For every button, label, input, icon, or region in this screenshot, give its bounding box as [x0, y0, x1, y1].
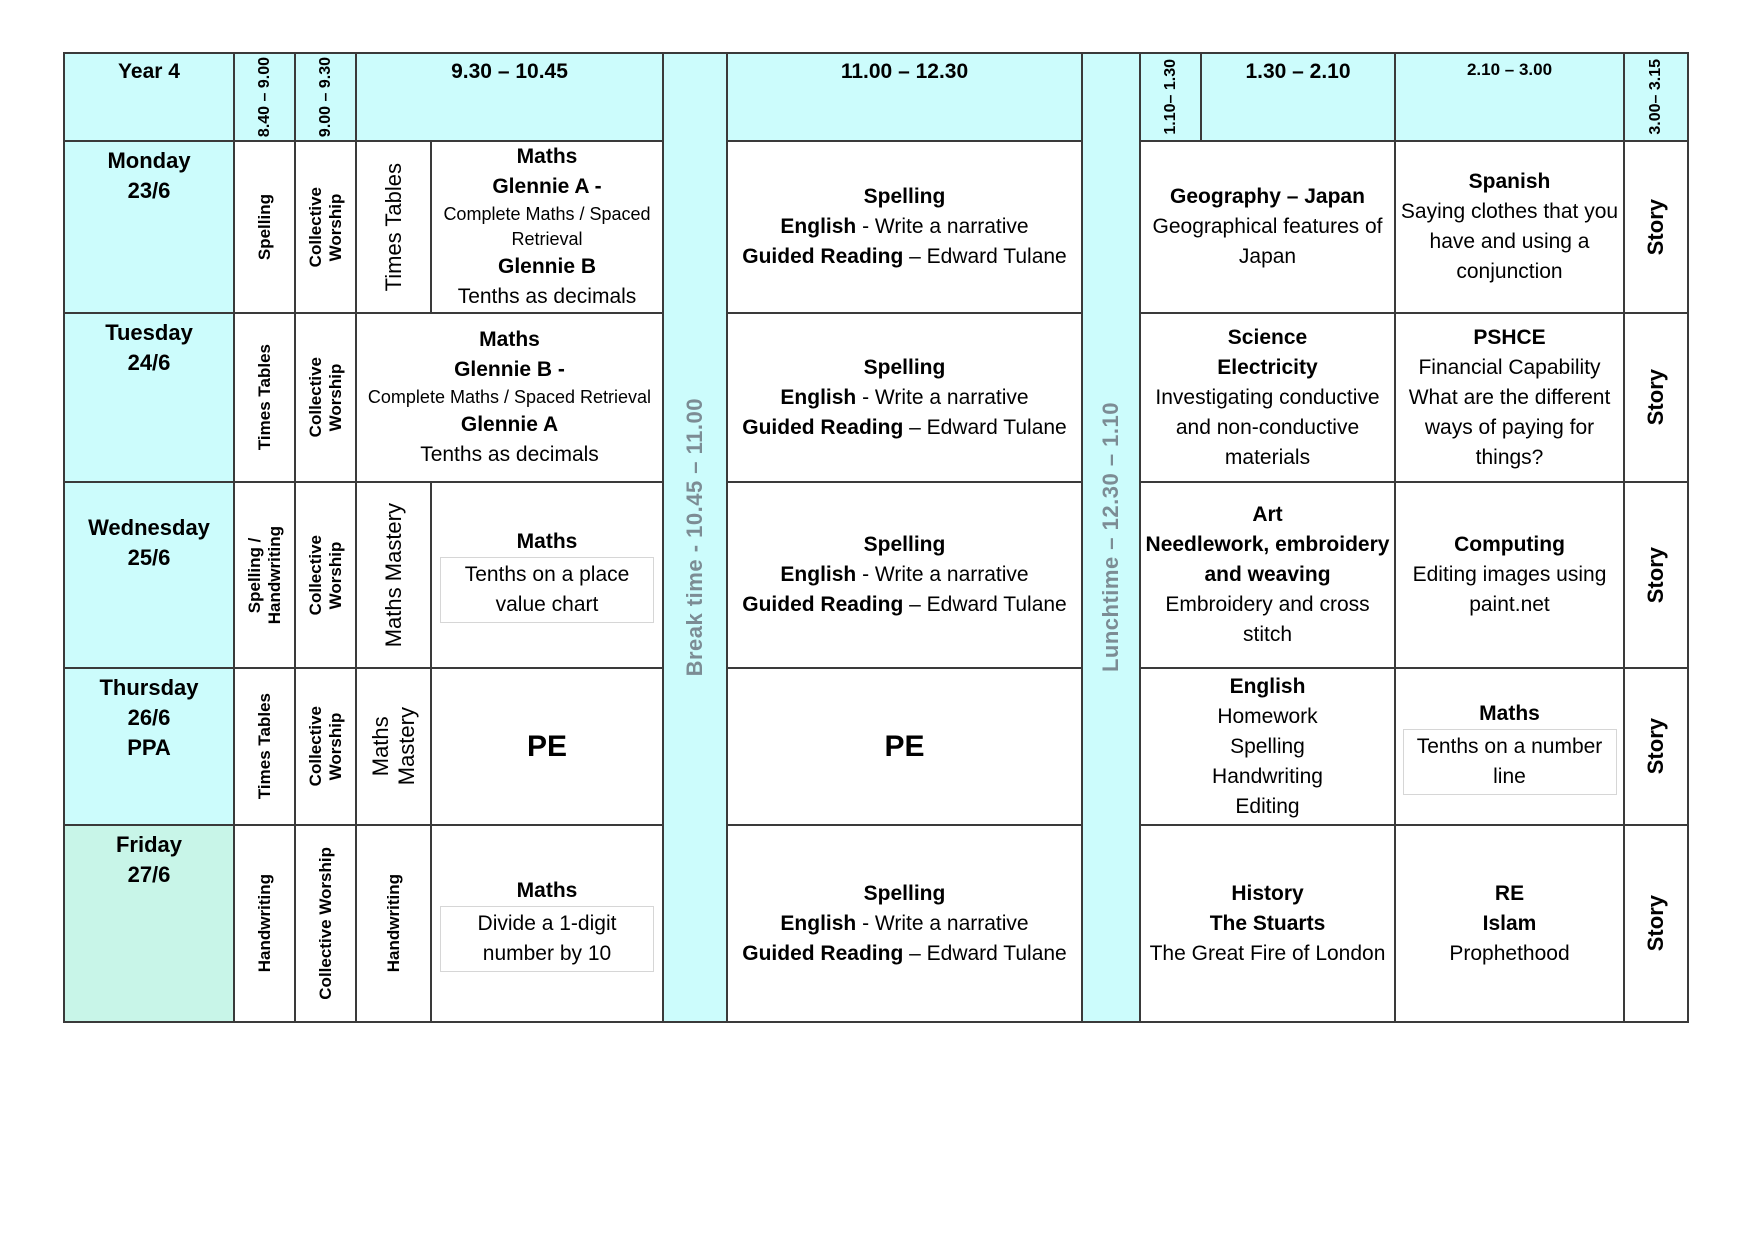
early-activity-label: Spelling / Handwriting [244, 525, 284, 625]
afternoon-1-title: History [1231, 881, 1304, 905]
time-slot-5-label: 1.10– 1.30 [1161, 59, 1179, 135]
story-cell [1624, 482, 1688, 668]
early-activity-label: Times Tables [254, 344, 274, 451]
timetable [63, 52, 1689, 1023]
afternoon-2-title: Computing [1454, 533, 1565, 556]
afternoon-1-title: Science [1227, 325, 1308, 349]
early-activity [234, 313, 295, 482]
day-name: Monday [107, 148, 191, 173]
time-slot-8-label: 3.00– 3.15 [1647, 59, 1664, 135]
day-date: 26/6 [127, 705, 171, 730]
afternoon-1-title: English [1229, 674, 1306, 698]
worship-label: Collective Worship [305, 357, 345, 438]
mid-activity [356, 668, 431, 825]
reading-line: Guided Reading – Edward Tulane [742, 941, 1067, 965]
day-date: 24/6 [127, 350, 171, 375]
day-date: 25/6 [127, 545, 171, 570]
english-line: English - Write a narrative [780, 563, 1029, 586]
afternoon-1-cell [1140, 313, 1395, 482]
afternoon-1-title: Art [1252, 503, 1283, 526]
worship-cell [295, 482, 356, 668]
day-name: Tuesday [105, 320, 193, 345]
time-slot-5 [1140, 53, 1201, 141]
day-row-monday [64, 141, 1688, 313]
time-slot-8 [1624, 53, 1688, 141]
maths-title: Maths [516, 878, 578, 902]
afternoon-2-cell [1395, 668, 1624, 825]
morning-cell [727, 825, 1082, 1022]
afternoon-2-title: RE [1494, 881, 1525, 905]
worship-label: Collective Worship [305, 706, 345, 787]
afternoon-1-text: Investigating conductive and non-conductive materials [1155, 385, 1380, 469]
group-2: Glennie A [460, 413, 559, 436]
mid-activity-label: Maths Mastery [380, 502, 406, 648]
afternoon-1-subtitle: Electricity [1217, 355, 1318, 379]
mid-activity-label: Handwriting [383, 874, 403, 973]
group-2: Glennie B [497, 255, 597, 278]
early-activity [234, 825, 295, 1022]
spelling-title: Spelling [863, 355, 946, 379]
story-label: Story [1643, 546, 1668, 604]
story-label: Story [1643, 369, 1668, 426]
story-label: Story [1643, 198, 1668, 256]
mid-activity [356, 141, 431, 313]
day-tuesday [64, 313, 234, 482]
time-slot-6: 1.30 – 2.10 [1201, 53, 1395, 141]
mid-activity-label: Maths Mastery [367, 707, 419, 786]
time-slot-4: 11.00 – 12.30 [727, 53, 1082, 141]
afternoon-2-title: Maths [1479, 701, 1540, 725]
time-slot-1 [234, 53, 295, 141]
maths-cell [431, 825, 663, 1022]
group-2-task: Tenths as decimals [457, 285, 637, 308]
day-wednesday [64, 482, 234, 668]
afternoon-2-text: Prophethood [1449, 941, 1570, 965]
lunch-label: Lunchtime – 12.30 – 1.10 [1098, 402, 1123, 673]
worship-cell [295, 825, 356, 1022]
reading-line: Guided Reading – Edward Tulane [742, 593, 1067, 616]
maths-task: Divide a 1-digit number by 10 [440, 906, 654, 972]
mid-activity [356, 825, 431, 1022]
early-activity-label: Handwriting [254, 874, 274, 973]
day-extra: PPA [127, 735, 171, 760]
morning-cell [727, 141, 1082, 313]
afternoon-1-text: Geographical features of Japan [1152, 215, 1383, 268]
afternoon-2-line1: Financial Capability [1418, 355, 1601, 379]
year-label: Year 4 [64, 53, 234, 141]
maths-cell [431, 141, 663, 313]
story-cell [1624, 141, 1688, 313]
early-activity-label: Times Tables [254, 693, 274, 800]
early-activity [234, 141, 295, 313]
list-item: Editing [1235, 794, 1300, 818]
maths-title: Maths [516, 145, 578, 168]
afternoon-1-subtitle: Needlework, embroidery and weaving [1145, 533, 1390, 586]
afternoon-1-cell [1140, 482, 1395, 668]
story-cell [1624, 825, 1688, 1022]
afternoon-1-text: Embroidery and cross stitch [1165, 593, 1370, 646]
morning-cell [727, 313, 1082, 482]
worship-cell [295, 141, 356, 313]
story-cell [1624, 668, 1688, 825]
worship-cell [295, 668, 356, 825]
spelling-title: Spelling [863, 881, 946, 905]
story-label: Story [1643, 895, 1668, 952]
morning-cell [727, 482, 1082, 668]
group-1-task: Complete Maths / Spaced Retrieval [367, 387, 652, 407]
day-thursday [64, 668, 234, 825]
reading-line: Guided Reading – Edward Tulane [742, 245, 1067, 268]
story-label: Story [1643, 718, 1668, 775]
break-column [663, 53, 727, 1022]
mid-activity-label: Times Tables [380, 162, 406, 292]
time-slot-1-label: 8.40 – 9.00 [255, 56, 273, 138]
pe-cell-2: PE [727, 668, 1082, 825]
pe-cell-1: PE [431, 668, 663, 825]
worship-label: Collective Worship [305, 534, 345, 616]
afternoon-2-title: Spanish [1468, 170, 1551, 193]
afternoon-2-cell [1395, 313, 1624, 482]
day-date: 23/6 [127, 178, 171, 203]
afternoon-1-title: Geography – Japan [1170, 185, 1365, 208]
group-1: Glennie B - [454, 358, 565, 381]
day-name: Wednesday [88, 515, 210, 540]
day-row-friday [64, 825, 1688, 1022]
afternoon-1-subtitle: The Stuarts [1209, 911, 1326, 935]
afternoon-2-text: What are the different ways of paying for things? [1408, 385, 1611, 469]
early-activity [234, 482, 295, 668]
afternoon-2-text: Editing images using paint.net [1412, 563, 1607, 616]
list-item: Homework [1217, 704, 1318, 728]
reading-line: Guided Reading – Edward Tulane [742, 415, 1067, 439]
maths-title: Maths [479, 328, 540, 351]
day-friday [64, 825, 234, 1022]
story-cell [1624, 313, 1688, 482]
maths-title: Maths [516, 530, 578, 553]
day-row-wednesday [64, 482, 1688, 668]
afternoon-1-cell [1140, 825, 1395, 1022]
early-activity [234, 668, 295, 825]
afternoon-1-cell [1140, 141, 1395, 313]
header-row [64, 53, 1688, 141]
afternoon-2-cell [1395, 482, 1624, 668]
afternoon-2-title: PSHCE [1473, 325, 1546, 349]
worship-cell [295, 313, 356, 482]
time-slot-2-label: 9.00 – 9.30 [316, 56, 334, 138]
worship-label: Collective Worship [315, 847, 335, 1000]
afternoon-2-cell [1395, 825, 1624, 1022]
day-name: Friday [115, 832, 183, 857]
afternoon-2-text: Saying clothes that you have and using a conjunction [1400, 200, 1619, 283]
spelling-title: Spelling [863, 185, 946, 208]
early-activity-label: Spelling [254, 193, 274, 261]
group-1-task: Complete Maths / Spaced Retrieval [443, 204, 651, 249]
day-row-tuesday [64, 313, 1688, 482]
maths-cell [356, 313, 663, 482]
day-name: Thursday [99, 675, 199, 700]
afternoon-2-cell [1395, 141, 1624, 313]
afternoon-1-text: The Great Fire of London [1149, 941, 1386, 965]
lunch-column [1082, 53, 1140, 1022]
maths-task: Tenths on a place value chart [440, 557, 654, 623]
time-slot-7: 2.10 – 3.00 [1395, 53, 1624, 141]
english-line: English - Write a narrative [780, 215, 1029, 238]
afternoon-2-text: Tenths on a number line [1403, 729, 1617, 795]
time-slot-3: 9.30 – 10.45 [356, 53, 663, 141]
group-1: Glennie A - [492, 175, 602, 198]
break-label: Break time - 10.45 – 11.00 [682, 398, 707, 677]
english-line: English - Write a narrative [780, 385, 1029, 409]
day-row-thursday [64, 668, 1688, 825]
list-item: Spelling [1230, 734, 1305, 758]
day-monday [64, 141, 234, 313]
afternoon-1-cell [1140, 668, 1395, 825]
day-date: 27/6 [127, 862, 171, 887]
afternoon-2-subtitle: Islam [1482, 911, 1537, 935]
english-line: English - Write a narrative [780, 911, 1029, 935]
mid-activity [356, 482, 431, 668]
time-slot-2 [295, 53, 356, 141]
group-2-task: Tenths as decimals [420, 443, 599, 466]
spelling-title: Spelling [863, 533, 946, 556]
worship-label: Collective Worship [305, 186, 345, 268]
maths-cell [431, 482, 663, 668]
list-item: Handwriting [1212, 764, 1323, 788]
